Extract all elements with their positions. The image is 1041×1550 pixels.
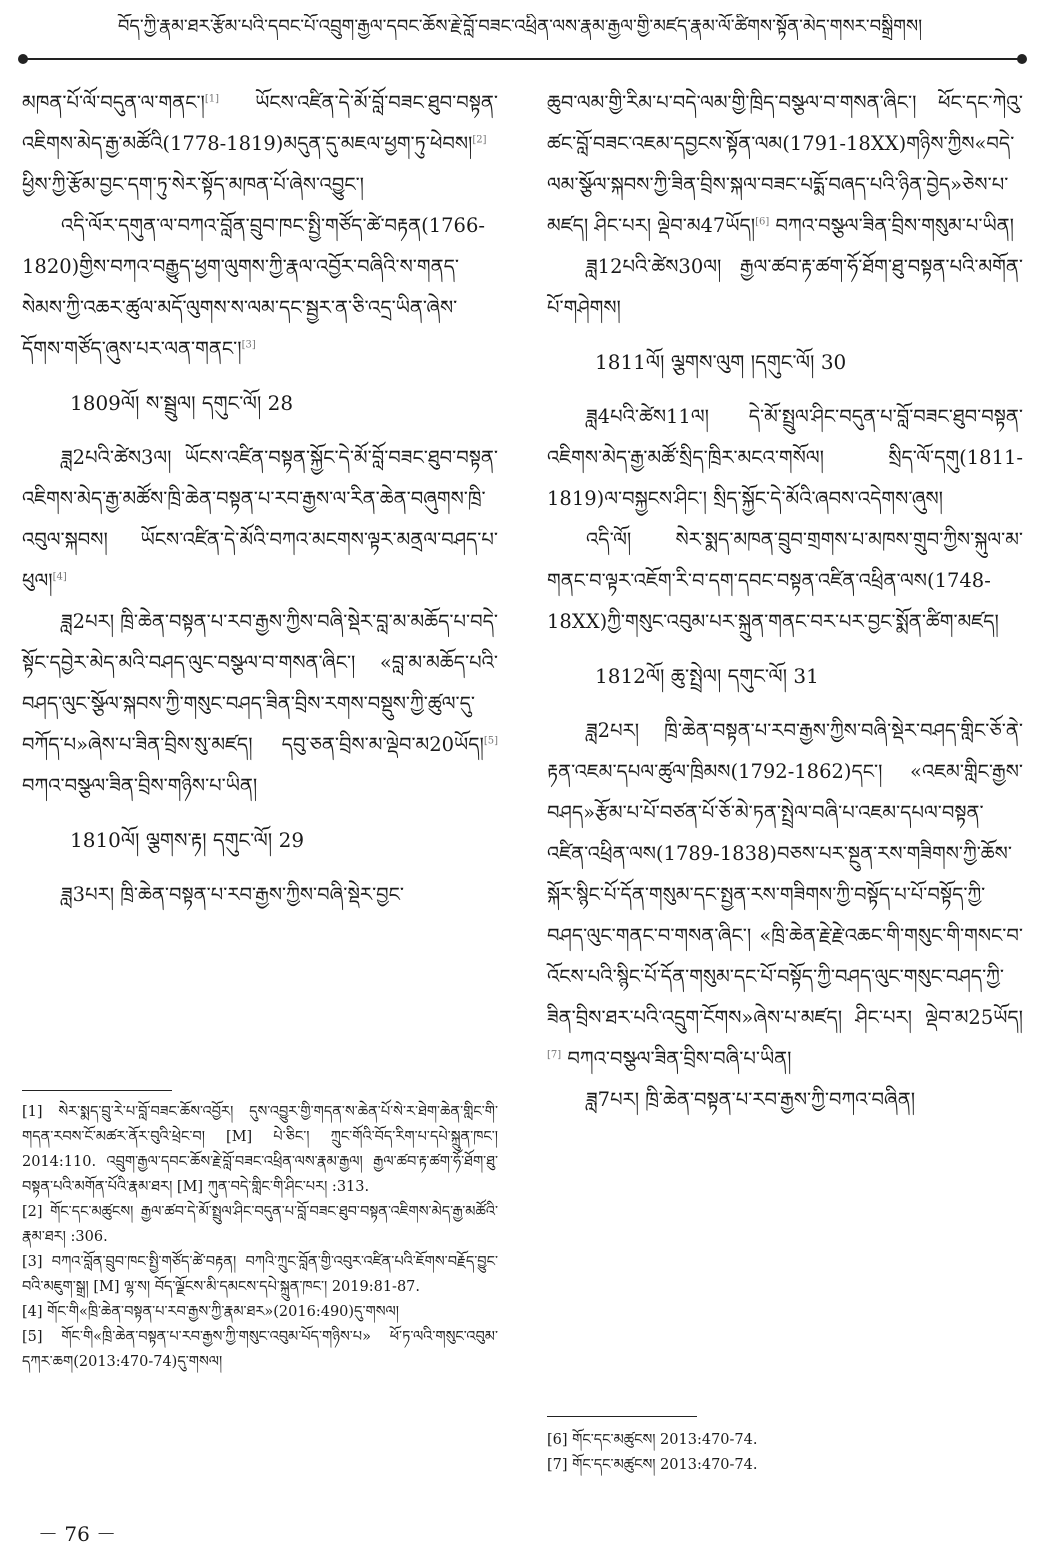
paragraph-text: བཀའ་བསྩལ་ཟིན་བྲིས་གཉིས་པ་ཡིན།: [22, 774, 258, 797]
paragraph-text: ཆུབ་ལམ་གྱི་རིམ་པ་བདེ་ལམ་གྱི་ཁྲིད་བསྩལ་བ་གསན་ཞིང་། ཕོང་དང་ཀེའུ་ཚང་བློ་བཟང་འཇམ་དབྱངས་སྟོན་ལམ(1791-18XX)གཉིས་ཀྱིས«བདེ་ལམ་སྩོལ་སྐབས་ཀྱི་ཟིན་བྲིས་སྐལ་བཟང་པདྨོ་བཞད་པའི་ཉིན་བྱེད»ཅེས་པ་མཛད། ཤིང་པར། ལྡེབ་མ47ཡོད།: [547, 91, 1023, 237]
paragraph-text: ཕྱིས་ཀྱི་རྩོམ་བྱང་དག་ཏུ་སེར་སྟོད་མཁན་པོ་ཞེས་འབྱུང་།: [22, 173, 364, 196]
left-column: [22, 82, 498, 915]
footnote-ref: [4]: [52, 571, 67, 583]
footnote: [4] གོང་གི«ཁྲི་ཆེན་བསྟན་པ་རབ་རྒྱས་ཀྱི་རྣམ་ཐར»(2016:490)དུ་གསལ།: [22, 1304, 399, 1320]
paragraph-text: ཟླ12པའི་ཚེས30ལ། རྒྱལ་ཚབ་རྟ་ཚག་ཧོ་ཐོག་ཐུ་བསྟན་པའི་མགོན་པོ་གཤེགས།: [547, 255, 1023, 319]
footnote-ref: [7]: [547, 1049, 562, 1061]
paragraph-text: ཟླ7པར། ཁྲི་ཆེན་བསྟན་པ་རབ་རྒྱས་ཀྱི་བཀའ་བཞིན།: [586, 1088, 916, 1111]
paragraph: [22, 874, 498, 915]
footnote: [6] གོང་དང་མཚུངས། 2013:470-74.: [547, 1432, 758, 1448]
footnote-ref: [1]: [204, 93, 220, 105]
footnote: [5] གོང་གི«ཁྲི་ཆེན་བསྟན་པ་རབ་རྒྱས་ཀྱི་གསུང་འབུམ་པོད་གཉིས་པ» ཕོ་ཏ་ལའི་གསུང་འབུམ་དཀར་ཆག(2013:470-74)དུ་གསལ།: [22, 1329, 498, 1370]
footnote: [1] སེར་སྨད་བྲུ་རེ་པ་བློ་བཟང་ཆོས་འབྱོར། དུས་འབྱུར་གྱི་གདན་ས་ཆེན་པོ་སེ་ར་ཐེག་ཆེན་གླིང་གི་གདན་རབས་ངོ་མཚར་ནོར་བུའི་ཕྲེང་བ། [M] པེ་ཅིང་། ཀྲུང་གོའི་བོད་རིག་པ་དཔེ་སྐྲུན་ཁང་། 2014:110. འབྲུག་རྒྱལ་དབང་ཆོས་རྗེ་བློ་བཟང་འཕྲིན་ལས་རྣམ་རྒྱལ། རྒྱལ་ཚབ་རྟ་ཚག་ཧོ་ཐོག་ཐུ་བསྟན་པའི་མགོན་པོའི་རྣམ་ཐར། [M] ཀུན་བདེ་གླིང་གི་ཤིང་པར། :313.: [22, 1104, 498, 1195]
paragraph: [22, 205, 498, 369]
footnote-ref: [3]: [241, 339, 256, 351]
paragraph: [547, 710, 1023, 1079]
paragraph-text: བཀའ་བསྩལ་ཟིན་བྲིས་གསུམ་པ་ཡིན།: [769, 214, 1014, 237]
year-heading-1811: 1811ལོ། ལྕགས་ལུག །དགུང་ལོ། 30: [595, 350, 847, 374]
paragraph-text: ཟླ2པའི་ཚེས3ལ། ཡོངས་འཛིན་བསྟན་སྐྱོང་དེ་མོ་བློ་བཟང་ཐུབ་བསྟན་འཇིགས་མེད་རྒྱ་མཚོས་ཁྲི་ཆེན་བསྟན་པ་རབ་རྒྱས་ལ་རིན་ཆེན་བཞུགས་ཁྲི་འབུལ་སྐབས། ཡོངས་འཛིན་དེ་མོའི་བཀའ་མངགས་ལྟར་མནྲལ་བཤད་པ་ཕུལ།: [22, 446, 498, 592]
header-rule: [24, 58, 1019, 60]
paragraph: [22, 82, 498, 205]
paragraph: [22, 601, 498, 806]
footnote: [7] གོང་དང་མཚུངས། 2013:470-74.: [547, 1457, 758, 1473]
page-number: － 76 －: [38, 1522, 117, 1546]
footnote-rule-left: [22, 1090, 172, 1091]
paragraph: [547, 82, 1023, 246]
year-heading-1809: 1809ལོ། ས་སྦྲུལ། དགུང་ལོ། 28: [70, 391, 294, 415]
footnote: [3] བཀའ་བློན་བྲུབ་ཁང་སྤྱི་གཙོད་ཚེ་བརྟན། བཀའི་ཀྲུང་བློན་གྱི་འབུར་འཛིན་པའི་ཇོགས་བརྗོད་བྱུང་བའི་མཇུག་སྒྲ། [M] ལྷ་ས། བོད་ལྗོངས་མི་དམངས་དཔེ་སྐྲུན་ཁང་། 2019:81-87.: [22, 1254, 498, 1295]
paragraph-text: ཟླ3པར། ཁྲི་ཆེན་བསྟན་པ་རབ་རྒྱས་ཀྱིས་བཞི་སྡེར་བྱང་: [61, 883, 405, 906]
footnotes-left: [22, 1100, 498, 1375]
year-heading-1810: 1810ལོ། ལྕགས་རྟ། དགུང་ལོ། 29: [70, 828, 305, 852]
footnote-rule-right: [547, 1416, 697, 1417]
paragraph-text: མཁན་པོ་ལོ་བདུན་ལ་གནང་།: [22, 91, 205, 114]
paragraph-text: འདི་ལོ། སེར་སྨད་མཁན་བྲུབ་གྲགས་པ་མཁས་གྲུབ་ཀྱིས་སྐུལ་མ་གནང་བ་ལྟར་འཇོག་རི་བ་དག་དབང་བསྟན་འཛིན་འཕྲིན་ལས(1748-18XX)ཀྱི་གསུང་འབུམ་པར་སྐྲུན་གནང་བར་པར་བྱང་སྨོན་ཚིག་མཛད།: [547, 528, 1023, 633]
footnote-ref: [2]: [472, 134, 487, 146]
paragraph: [547, 246, 1023, 328]
running-header: བོད་ཀྱི་རྣམ་ཐར་རྩོམ་པའི་དབང་པོ་འབྲུག་རྒྱལ་དབང་ཆོས་རྗེ་བློ་བཟང་འཕྲིན་ལས་རྣམ་རྒྱལ་གྱི་མཛད་རྣམ་ལོ་ཚིགས་སྟོན་མེད་གསར་བསྒྲིགས།: [117, 16, 923, 37]
year-heading-1812: 1812ལོ། ཆུ་སྤྲེལ། དགུང་ལོ། 31: [595, 664, 819, 688]
footnote: [2] གོང་དང་མཚུངས། རྒྱལ་ཚབ་དེ་མོ་སྤྲུལ་ཤིང་བདུན་པ་བློ་བཟང་ཐུབ་བསྟན་འཇིགས་མེད་རྒྱ་མཚོའི་རྣམ་ཐར། :306.: [22, 1204, 498, 1245]
paragraph-text: ཟླ4པའི་ཚེས11ལ། དེ་མོ་སྤྲུལ་ཤིང་བདུན་པ་བློ་བཟང་ཐུབ་བསྟན་འཇིགས་མེད་རྒྱ་མཚོ་སྲིད་ཁྲིར་མངའ་གསོལ། སྲིད་ལོ་དགུ(1811-1819)ལ་བསྐྱངས་ཤིང་། སྲིད་སྐྱོང་དེ་མོའི་ཞབས་འདེགས་ཞུས།: [547, 405, 1023, 510]
paragraph-text: འདི་ལོར་དགུན་ལ་བཀའ་བློན་བྲུབ་ཁང་སྤྱི་གཙོད་ཚེ་བརྟན(1766-1820)གྱིས་བཀའ་བརྒྱུད་ཕྱག་ལུགས་ཀྱི་རྣལ་འབྱོར་བཞིའི་ས་གནད་སེམས་ཀྱི་འཆར་ཚུལ་མདོ་ལུགས་ས་ལམ་དང་སྦྱར་ན་ཅི་འདྲ་ཡིན་ཞེས་དོགས་གཙོད་ཞུས་པར་ལན་གནང་།: [22, 214, 485, 360]
paragraph-text: བཀའ་བསྩལ་ཟིན་བྲིས་བཞི་པ་ཡིན།: [561, 1047, 792, 1070]
footnote-ref: [6]: [755, 216, 770, 228]
paragraph: [547, 519, 1023, 642]
footnotes-right: [547, 1428, 1023, 1478]
paragraph: [547, 396, 1023, 519]
right-column: [547, 82, 1023, 1120]
header-rule-right-dot: [1017, 54, 1027, 64]
paragraph: [547, 1079, 1023, 1120]
paragraph-text: ཟླ2པར། ཁྲི་ཆེན་བསྟན་པ་རབ་རྒྱས་ཀྱིས་བཞི་སྡེར་བཤད་གླིང་ཅོ་ནེ་རྟན་འཇམ་དཔལ་ཚུལ་ཁྲིམས(1792-1862)དང་། «འཇམ་གླིང་རྒྱས་བཤད»རྩོམ་པ་པོ་བཙན་པོ་ཅོ་མེ་ཏན་སྤྲེལ་བཞི་པ་འཇམ་དཔལ་བསྟན་འཛིན་འཕྲིན་ལས(1789-1838)བཅས་པར་སྔུན་རས་གཟིགས་ཀྱི་ཆོས་སྐོར་སྙིང་པོ་དོན་གསུམ་དང་སྤྱན་རས་གཟིགས་ཀྱི་བསྟོད་པ་པོ་བསྟོད་ཀྱི་བཤད་ལུང་གནང་བ་གསན་ཞིང་། «ཁྲི་ཆེན་རྗེ་རྗེ་འཆང་གི་གསུང་གི་གསང་བ་འོངས་པའི་སྙིང་པོ་དོན་གསུམ་དང་པོ་བསྟོད་ཀྱི་བཤད་ལུང་གསུང་བཤད་ཀྱི་ཟིན་བྲིས་ཐར་པའི་འདྲུག་ངོགས»ཞེས་པ་མཛད། ཤིང་པར། ལྡེབ་མ25ཡོད།: [547, 719, 1023, 1029]
paragraph-text: ཟླ2པར། ཁྲི་ཆེན་བསྟན་པ་རབ་རྒྱས་ཀྱིས་བཞི་སྡེར་བླ་མ་མཆོད་པ་བདེ་སྟོང་དབྱེར་མེད་མའི་བཤད་ལུང་བསྩལ་བ་གསན་ཞིང་། «བླ་མ་མཆོད་པའི་བཤད་ལུང་སྩོལ་སྐབས་ཀྱི་གསུང་བཤད་ཟིན་བྲིས་རགས་བསྡུས་ཀྱི་ཚུལ་དུ་བཀོད་པ»ཞེས་པ་ཟིན་བྲིས་སུ་མཛད། དབུ་ཅན་བྲིས་མ་ལྡེབ་མ20ཡོད།: [22, 610, 498, 756]
footnote-ref: [5]: [483, 735, 498, 747]
paragraph-text: ཡོངས་འཛིན་དེ་མོ་བློ་བཟང་ཐུབ་བསྟན་འཇིགས་མེད་རྒྱ་མཚོའི(1778-1819)མདུན་དུ་མཇལ་ཕྱག་ཏུ་ཕེབས།: [22, 91, 498, 155]
paragraph: [22, 437, 498, 601]
